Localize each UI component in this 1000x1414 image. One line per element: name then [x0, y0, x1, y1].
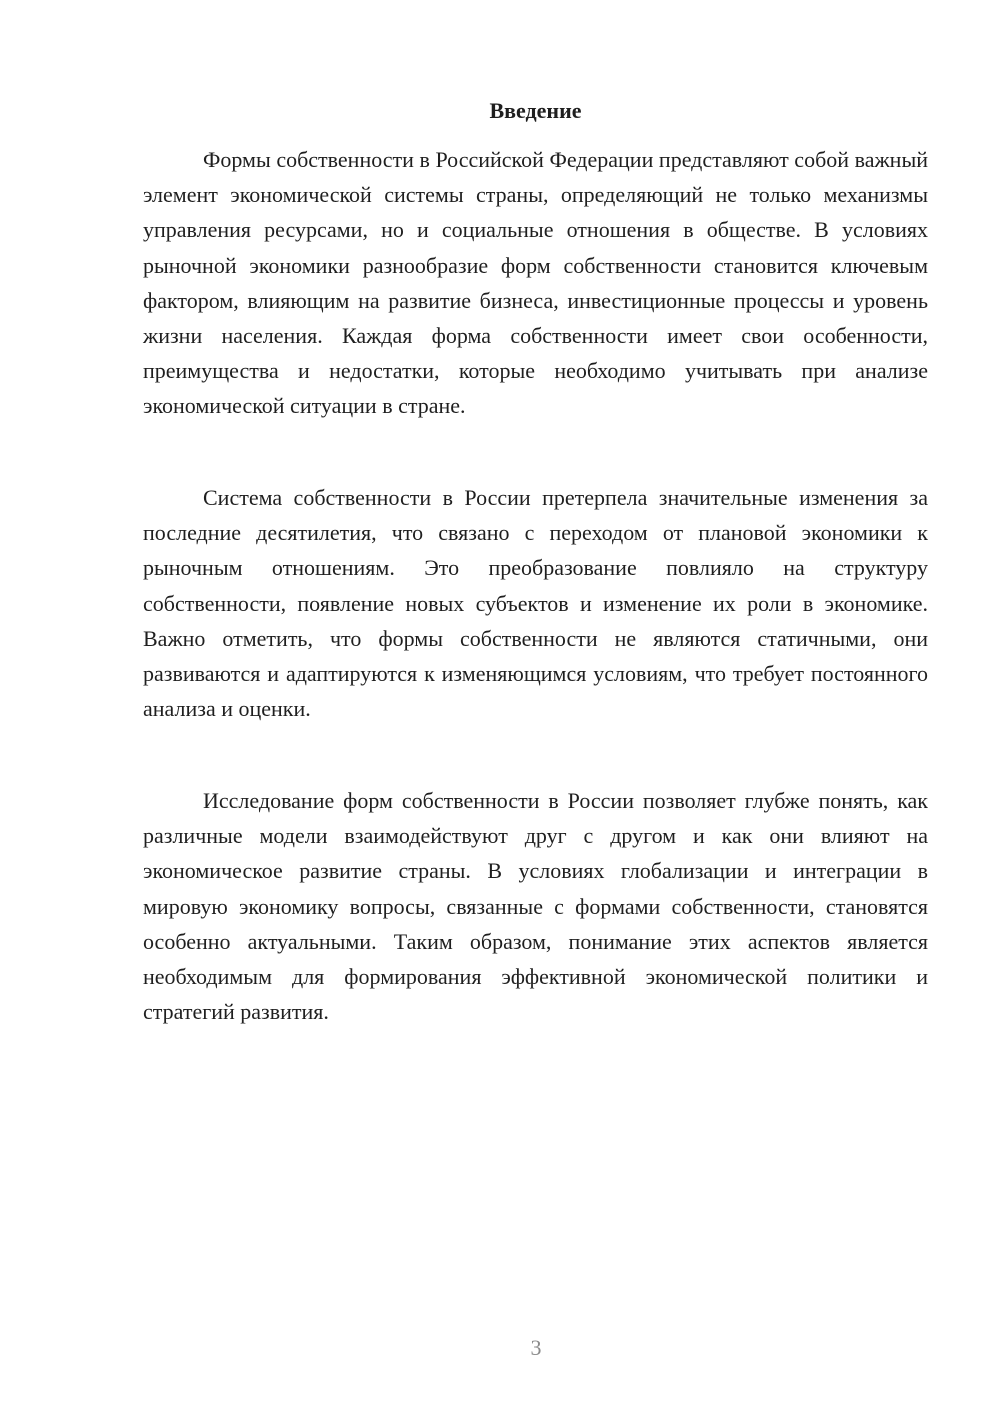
page-title: Введение [489, 98, 582, 123]
paragraph-intro: Формы собственности в Российской Федерации представляют собой важный элемент экономической системы страны, определяющий не только механизмы управления ресурсами, но и социальные отношения в обществе. В условиях рыночной экономики разнообразие форм собственности становится ключевым фактором, влияющим на развитие бизнеса, инвестиционные процессы и уровень жизни населения. Каждая форма собственности имеет свои особенности, преимущества и недостатки, которые необходимо учитывать при анализе экономической ситуации в стране. [143, 147, 928, 419]
paragraph-research: Исследование форм собственности в России позволяет глубже понять, как различные модели взаимодействуют друг с другом и как они влияют на экономическое развитие страны. В условиях глобализации и интеграции в мировую экономику вопросы, связанные с формами собственности, становятся особенно актуальными. Таким образом, понимание этих аспектов является необходимым для формирования эффективной экономической политики и стратегий развития. [143, 788, 928, 1025]
paragraph-ownership-system: Система собственности в России претерпела значительные изменения за последние десятилетия, что связано с переходом от плановой экономики к рыночным отношениям. Это преобразование повлияло на структуру собственности, появление новых субъектов и изменение их роли в экономике. Важно отметить, что формы собственности не являются статичными, они развиваются и адаптируются к изменяющимся условиям, что требует постоянного анализа и оценки. [143, 485, 928, 722]
page-number: 3 [530, 1335, 542, 1360]
